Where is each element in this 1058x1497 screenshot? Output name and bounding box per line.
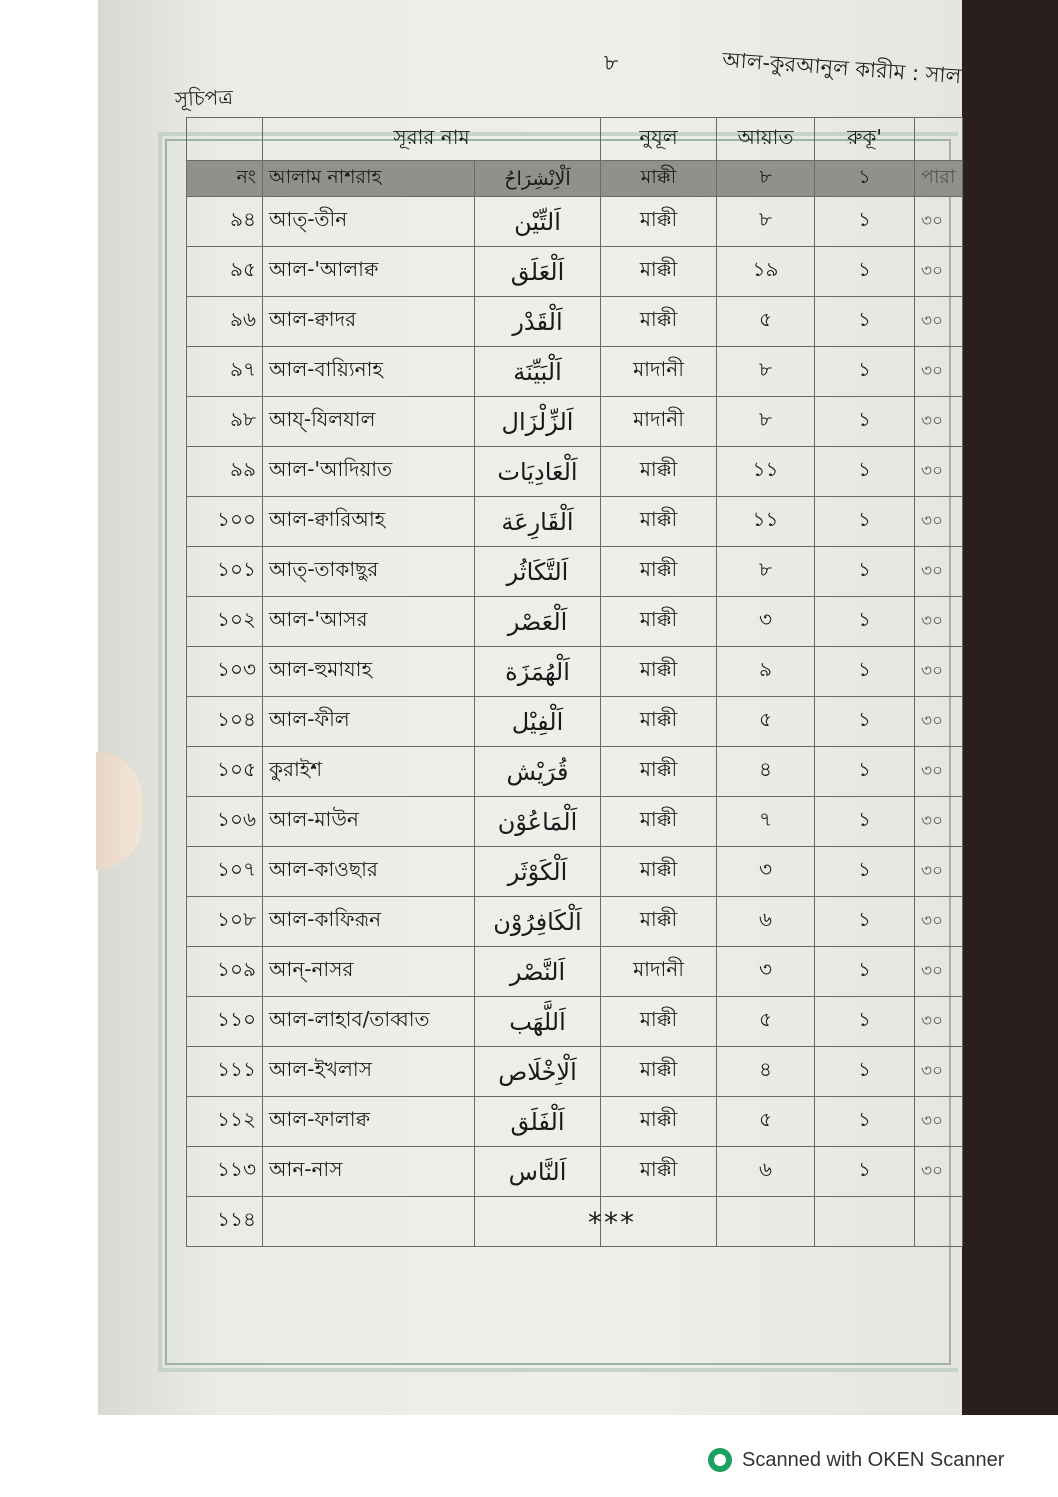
cell-ruku: ১ <box>815 997 915 1047</box>
cell-no: ১০৩ <box>187 647 263 697</box>
cell-bengali: আল-হুমাযাহ <box>263 647 475 697</box>
cell-type: মাক্কী <box>601 697 717 747</box>
cell-ayat: ১১ <box>717 447 815 497</box>
cell-ruku: ১ <box>815 1097 915 1147</box>
background-right <box>962 0 1058 1415</box>
cell-ayat: ৬ <box>717 897 815 947</box>
cell-bengali: আল-'আসর <box>263 597 475 647</box>
cell-no: ১১১ <box>187 1047 263 1097</box>
cell-ruku: ১ <box>815 797 915 847</box>
cell-type: মাক্কী <box>601 897 717 947</box>
cell-para: ৩০ <box>915 547 963 597</box>
cell-ayat: ১৯ <box>717 247 815 297</box>
cell-type: মাক্কী <box>601 1147 717 1197</box>
cell-bengali: আত্-তাকাছুর <box>263 547 475 597</box>
cell-type: মাক্কী <box>601 997 717 1047</box>
cell-ayat: ৮ <box>717 197 815 247</box>
table-row <box>187 1147 963 1197</box>
cell-ruku: ১ <box>815 297 915 347</box>
cell-no: ৯৬ <box>187 297 263 347</box>
table-row <box>187 197 963 247</box>
cell-empty <box>475 1197 601 1247</box>
cell-type: মাদানী <box>601 347 717 397</box>
cell-bengali: আল-মাউন <box>263 797 475 847</box>
cell-no: ১০৯ <box>187 947 263 997</box>
cell-ayat: ৫ <box>717 697 815 747</box>
table-row <box>187 797 963 847</box>
cell-type: মাক্কী <box>601 547 717 597</box>
cell-arabic: اَلنَّاس <box>475 1147 601 1197</box>
cell-type: মাক্কী <box>601 197 717 247</box>
cell-no: ১০৭ <box>187 847 263 897</box>
table-row <box>187 1047 963 1097</box>
cell-bengali: আল-ইখলাস <box>263 1047 475 1097</box>
cell-para: ৩০ <box>915 747 963 797</box>
cell-arabic: اَلْبَيِّنَة <box>475 347 601 397</box>
cell-no: ৯৪ <box>187 197 263 247</box>
cell-arabic: اَلتَّكَاثُر <box>475 547 601 597</box>
cell-no: ১০০ <box>187 497 263 547</box>
cell-ruku: ১ <box>815 897 915 947</box>
col-header-no: নং <box>187 161 263 197</box>
cell-ruku: ১ <box>815 197 915 247</box>
cell-arabic: اَلْفِيْل <box>475 697 601 747</box>
cell-arabic: اَلنَّصْر <box>475 947 601 997</box>
cell-para: ৩০ <box>915 597 963 647</box>
cell-arabic: اَللَّهَب <box>475 997 601 1047</box>
cell-type: মাদানী <box>601 397 717 447</box>
table-row <box>187 497 963 547</box>
end-mark: *** <box>588 1206 636 1239</box>
table-row <box>187 347 963 397</box>
cell-type: মাক্কী <box>601 647 717 697</box>
table-row-last-number <box>187 1197 963 1247</box>
cell-arabic: اَلْكَافِرُوْن <box>475 897 601 947</box>
surah-index-table <box>186 117 963 1247</box>
cell-no: ১১৩ <box>187 1147 263 1197</box>
cell-ruku: ১ <box>815 1147 915 1197</box>
cell-type: মাক্কী <box>601 497 717 547</box>
col-header-ruku: রুকূ' <box>815 118 915 161</box>
cell-no: ১১০ <box>187 997 263 1047</box>
cell-bengali: আল-'আদিয়াত <box>263 447 475 497</box>
cell-arabic: اَلْكَوْثَر <box>475 847 601 897</box>
cell-para: ৩০ <box>915 997 963 1047</box>
cell-para: ৩০ <box>915 897 963 947</box>
cell-ruku: ১ <box>815 161 915 197</box>
cell-type: মাদানী <box>601 947 717 997</box>
cell-bengali: কুরাইশ <box>263 747 475 797</box>
table-row <box>187 447 963 497</box>
cell-type: মাক্কী <box>601 447 717 497</box>
cell-ayat: ৮ <box>717 547 815 597</box>
cell-bengali: আল-ক্বারিআহ <box>263 497 475 547</box>
col-header-para: পারা <box>915 161 963 197</box>
cell-type: মাক্কী <box>601 1047 717 1097</box>
cell-arabic: اَلْمَاعُوْن <box>475 797 601 847</box>
cell-type: মাক্কী <box>601 847 717 897</box>
cell-ruku: ১ <box>815 547 915 597</box>
table-row <box>187 947 963 997</box>
oken-logo-icon <box>708 1448 732 1472</box>
table-row <box>187 247 963 297</box>
cell-no: ১১৪ <box>187 1197 263 1247</box>
cell-ruku: ১ <box>815 847 915 897</box>
cell-arabic: اَلْعَصْر <box>475 597 601 647</box>
table-row <box>187 647 963 697</box>
cell-no: ১১২ <box>187 1097 263 1147</box>
cell-ayat: ৮ <box>717 397 815 447</box>
cell-arabic: اَلْقَارِعَة <box>475 497 601 547</box>
cell-empty <box>263 1197 475 1247</box>
cell-para: ৩০ <box>915 1097 963 1147</box>
cell-type: মাক্কী <box>601 1097 717 1147</box>
cell-bengali: আল-কাওছার <box>263 847 475 897</box>
cell-ayat: ৪ <box>717 747 815 797</box>
col-header-ayat: আয়াত <box>717 118 815 161</box>
cell-type: মাক্কী <box>601 797 717 847</box>
cell-ayat: ৭ <box>717 797 815 847</box>
table-row <box>187 747 963 797</box>
cell-bengali-name: আলাম নাশরাহ <box>263 161 475 197</box>
col-header-edge <box>915 118 963 161</box>
cell-ruku: ১ <box>815 497 915 547</box>
cell-bengali: আল-কাফিরূন <box>263 897 475 947</box>
cell-ayat: ৮ <box>717 161 815 197</box>
cell-para: ৩০ <box>915 497 963 547</box>
cell-para: ৩০ <box>915 697 963 747</box>
cell-type: মাক্কী <box>601 747 717 797</box>
col-header-nuzul: নুযূল <box>601 118 717 161</box>
cell-ayat: ৬ <box>717 1147 815 1197</box>
cell-para: ৩০ <box>915 247 963 297</box>
table-row <box>187 597 963 647</box>
page-number: ৮ <box>604 51 619 76</box>
cell-para: ৩০ <box>915 197 963 247</box>
cell-bengali: আল-'আলাক্ব <box>263 247 475 297</box>
cell-no: ৯৮ <box>187 397 263 447</box>
cell-arabic: اَلزِّلْزَال <box>475 397 601 447</box>
cell-ayat: ৩ <box>717 847 815 897</box>
cell-ruku: ১ <box>815 1047 915 1097</box>
cell-no: ৯৯ <box>187 447 263 497</box>
cell-type: মাক্কী <box>601 297 717 347</box>
cell-ayat: ৫ <box>717 997 815 1047</box>
table-header-row <box>187 118 963 161</box>
cell-bengali: আল-ফীল <box>263 697 475 747</box>
cell-ayat: ৩ <box>717 597 815 647</box>
cell-para: ৩০ <box>915 1047 963 1097</box>
cell-ayat: ৯ <box>717 647 815 697</box>
cell-arabic: اَلْقَدْر <box>475 297 601 347</box>
cell-bengali: আল-লাহাব/তাব্বাত <box>263 997 475 1047</box>
cell-arabic: اَلْاِخْلَاص <box>475 1047 601 1097</box>
cell-arabic: قُرَيْش <box>475 747 601 797</box>
cell-arabic-name: اَلْاِنْشِرَاحُ <box>475 161 601 197</box>
cell-arabic: اَلْهُمَزَة <box>475 647 601 697</box>
table-row <box>187 897 963 947</box>
cell-arabic: اَلْفَلَق <box>475 1097 601 1147</box>
cell-para: ৩০ <box>915 797 963 847</box>
scanner-watermark <box>708 1448 1004 1472</box>
cell-no: ১০২ <box>187 597 263 647</box>
cell-ayat: ৮ <box>717 347 815 397</box>
cell-bengali: আল-ক্বাদর <box>263 297 475 347</box>
cell-para: ৩০ <box>915 647 963 697</box>
cell-arabic: اَلْعَلَق <box>475 247 601 297</box>
cell-para: ৩০ <box>915 397 963 447</box>
cell-para: ৩০ <box>915 1147 963 1197</box>
cell-para: ৩০ <box>915 847 963 897</box>
table-row <box>187 847 963 897</box>
cell-para: ৩০ <box>915 297 963 347</box>
table-row <box>187 697 963 747</box>
cell-ruku: ১ <box>815 647 915 697</box>
table-subheader-row <box>187 161 963 197</box>
cell-ruku: ১ <box>815 597 915 647</box>
cell-ruku: ১ <box>815 447 915 497</box>
cell-bengali: আল-ফালাক্ব <box>263 1097 475 1147</box>
cell-ruku: ১ <box>815 397 915 447</box>
cell-para: ৩০ <box>915 347 963 397</box>
table-row <box>187 297 963 347</box>
cell-ruku: ১ <box>815 947 915 997</box>
cell-ruku: ১ <box>815 347 915 397</box>
cell-para: ৩০ <box>915 947 963 997</box>
col-header-blank <box>187 118 263 161</box>
running-header-right: আল-কুরআনুল কারীম : সাল <box>721 47 963 89</box>
cell-ruku: ১ <box>815 247 915 297</box>
col-header-surah-name: সূরার নাম <box>263 118 601 161</box>
cell-bengali: আন-নাস <box>263 1147 475 1197</box>
cell-bengali: আল-বায়্যিনাহ <box>263 347 475 397</box>
cell-no: ১০৮ <box>187 897 263 947</box>
cell-para: ৩০ <box>915 447 963 497</box>
table-row <box>187 997 963 1047</box>
cell-no: ১০৪ <box>187 697 263 747</box>
cell-ayat: ৫ <box>717 297 815 347</box>
cell-type: মাক্কী <box>601 597 717 647</box>
background-left <box>0 0 98 1415</box>
cell-no: ১০৬ <box>187 797 263 847</box>
cell-bengali: আয্-যিলযাল <box>263 397 475 447</box>
cell-no: ৯৭ <box>187 347 263 397</box>
scanner-text: Scanned with OKEN Scanner <box>742 1448 1005 1471</box>
cell-ruku: ১ <box>815 747 915 797</box>
cell-ruku: ১ <box>815 697 915 747</box>
cell-no: ৯৫ <box>187 247 263 297</box>
table-row <box>187 1097 963 1147</box>
cell-ayat: ১১ <box>717 497 815 547</box>
cell-no: ১০১ <box>187 547 263 597</box>
cell-arabic: اَلتِّيْن <box>475 197 601 247</box>
cell-bengali: আন্-নাসর <box>263 947 475 997</box>
running-header-left: সূচিপত্র <box>174 84 234 112</box>
cell-ayat: ৫ <box>717 1097 815 1147</box>
cell-ayat: ৪ <box>717 1047 815 1097</box>
cell-empty <box>815 1197 915 1247</box>
cell-arabic: اَلْعَادِيَات <box>475 447 601 497</box>
cell-bengali: আত্-তীন <box>263 197 475 247</box>
table-row <box>187 547 963 597</box>
table-row <box>187 397 963 447</box>
cell-type: মাক্কী <box>601 247 717 297</box>
cell-nuzul: মাক্কী <box>601 161 717 197</box>
cell-ayat: ৩ <box>717 947 815 997</box>
cell-no: ১০৫ <box>187 747 263 797</box>
cell-empty <box>717 1197 815 1247</box>
cell-empty <box>915 1197 963 1247</box>
